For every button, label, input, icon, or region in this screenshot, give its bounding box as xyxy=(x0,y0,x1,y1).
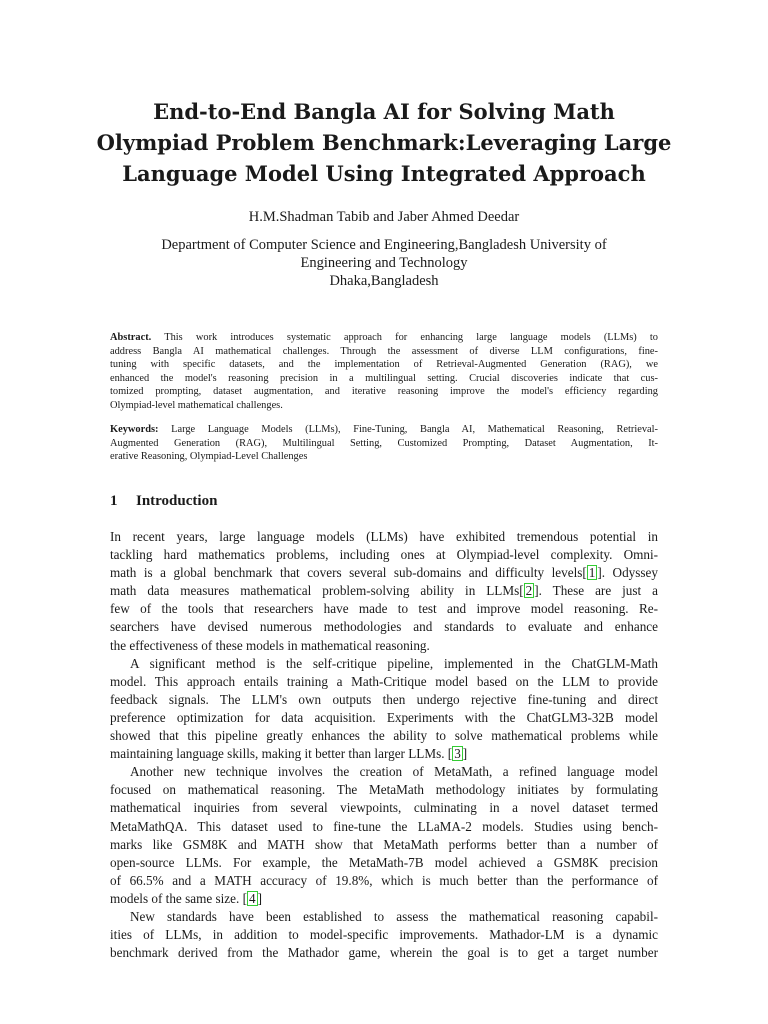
paragraph-line: showed that this pipeline greatly enhances the ability to solve mathematical problems while xyxy=(110,728,658,744)
keywords-text: Large Language Models (LLMs), Fine-Tuning, Bangla AI, Mathematical Reasoning, Retrieval- xyxy=(171,424,658,435)
paragraph-line: math is a global benchmark that covers several sub-domains and difficulty levels[ 1 ]. Odyssey xyxy=(110,565,658,581)
citation-link[interactable]: 1 xyxy=(588,565,596,581)
citation-link[interactable]: 4 xyxy=(248,890,256,906)
paragraph-line: ities of LLMs, in addition to model-specific improvements. Mathador-LM is a dynamic xyxy=(110,927,658,943)
abstract-line: enhanced the model's reasoning precision in a multilingual setting. Crucial discoveries indicate that cus- xyxy=(110,372,658,384)
authors: H.M.Shadman Tabib and Jaber Ahmed Deedar xyxy=(248,209,520,225)
paragraph-line: focused on mathematical reasoning. The MetaMath methodology initiates by formulating xyxy=(110,782,658,798)
affiliation-line: Dhaka,Bangladesh xyxy=(329,273,439,289)
paragraph-line: few of the tools that researchers have made to test and improve model reasoning. Re- xyxy=(110,601,658,617)
paragraph-line: tackling hard mathematics problems, including ones at Olympiad-level complexity. Omni- xyxy=(110,547,658,563)
abstract-line: Olympiad-level mathematical challenges. xyxy=(110,399,283,411)
affiliation-line: Engineering and Technology xyxy=(300,255,468,271)
paragraph-line: model. This approach entails training a Math-Critique model based on the LLM to provide xyxy=(110,673,658,689)
abstract-line: tuning with specific datasets, and the implementation of Retrieval-Augmented Generation (RAG), we xyxy=(110,359,658,371)
paragraph-line: MetaMathQA. This dataset used to fine-tune the LLaMA-2 models. Studies using bench- xyxy=(110,818,658,834)
section-title: Introduction xyxy=(136,493,218,509)
paragraph-line: preference optimization for data acquisition. Experiments with the ChatGLM3-32B model xyxy=(110,709,658,725)
keywords xyxy=(110,423,658,464)
abstract-label: Abstract. xyxy=(110,332,152,343)
paragraph-line: A significant method is the self-critique pipeline, implemented in the ChatGLM-Math xyxy=(130,655,658,671)
abstract-text: This work introduces systematic approach for enhancing large language models (LLMs) to xyxy=(164,332,658,343)
title-line: Olympiad Problem Benchmark:Leveraging Large xyxy=(96,130,672,155)
paragraph-line: In recent years, large language models (LLMs) have exhibited tremendous potential in xyxy=(110,529,658,544)
paragraph-line: mathematical inquiries from several viewpoints, culminating in a novel dataset termed xyxy=(110,800,658,816)
title-line: End-to-End Bangla AI for Solving Math xyxy=(153,99,615,124)
section-number: 1 xyxy=(110,493,118,509)
citation-link[interactable]: 2 xyxy=(525,583,533,599)
paragraph-line: the effectiveness of these models in mathematical reasoning. xyxy=(110,637,430,653)
keywords-line xyxy=(110,423,658,437)
paragraph-line: New standards have been established to assess the mathematical reasoning capabil- xyxy=(130,908,658,924)
paragraph-line: of 66.5% and a MATH accuracy of 19.8%, which is much better than the performance of xyxy=(110,872,658,888)
abstract-line: address Bangla AI mathematical challenges. Through the assessment of diverse LLM configurations, fine- xyxy=(110,345,658,357)
title-line: Language Model Using Integrated Approach xyxy=(122,161,646,186)
abstract-line xyxy=(110,331,658,345)
body-text xyxy=(110,528,658,962)
paragraph-line: math data measures mathematical problem-solving ability in LLMs[ 2 ]. These are just a xyxy=(110,583,658,599)
citation-link[interactable]: 3 xyxy=(454,746,461,762)
abstract xyxy=(110,331,658,413)
section-heading xyxy=(110,492,217,510)
affiliation xyxy=(100,236,668,290)
paragraph-line: open-source LLMs. For example, the MetaMath-7B model achieved a GSM8K precision xyxy=(110,854,658,870)
paragraph-line: models of the same size. [ 4 ] xyxy=(110,890,262,906)
paper-title xyxy=(60,96,708,189)
abstract-line: tomized prompting, dataset augmentation, and iterative reasoning improve the model's efficiency regarding xyxy=(110,386,658,398)
paragraph-line: marks like GSM8K and MATH show that MetaMath performs better than a number of xyxy=(110,836,658,852)
paragraph-line: feedback signals. The LLM's own outputs then undergo rejective fine-tuning and direct xyxy=(110,691,658,707)
keywords-line: erative Reasoning, Olympiad-Level Challenges xyxy=(110,451,308,463)
keywords-line: Augmented Generation (RAG), Multilingual Setting, Customized Prompting, Dataset Augmentation, It- xyxy=(110,437,658,449)
paragraph-line: Another new technique involves the creation of MetaMath, a refined language model xyxy=(130,764,658,780)
affiliation-line: Department of Computer Science and Engineering,Bangladesh University of xyxy=(161,237,607,253)
paragraph-line: benchmark derived from the Mathador game, wherein the goal is to get a target number xyxy=(110,945,658,961)
paragraph-line: maintaining language skills, making it better than larger LLMs. [ 3 ] xyxy=(110,746,468,762)
paragraph-line: searchers have devised numerous methodologies and standards to evaluate and enhance xyxy=(110,619,658,635)
keywords-label: Keywords: xyxy=(110,424,159,435)
